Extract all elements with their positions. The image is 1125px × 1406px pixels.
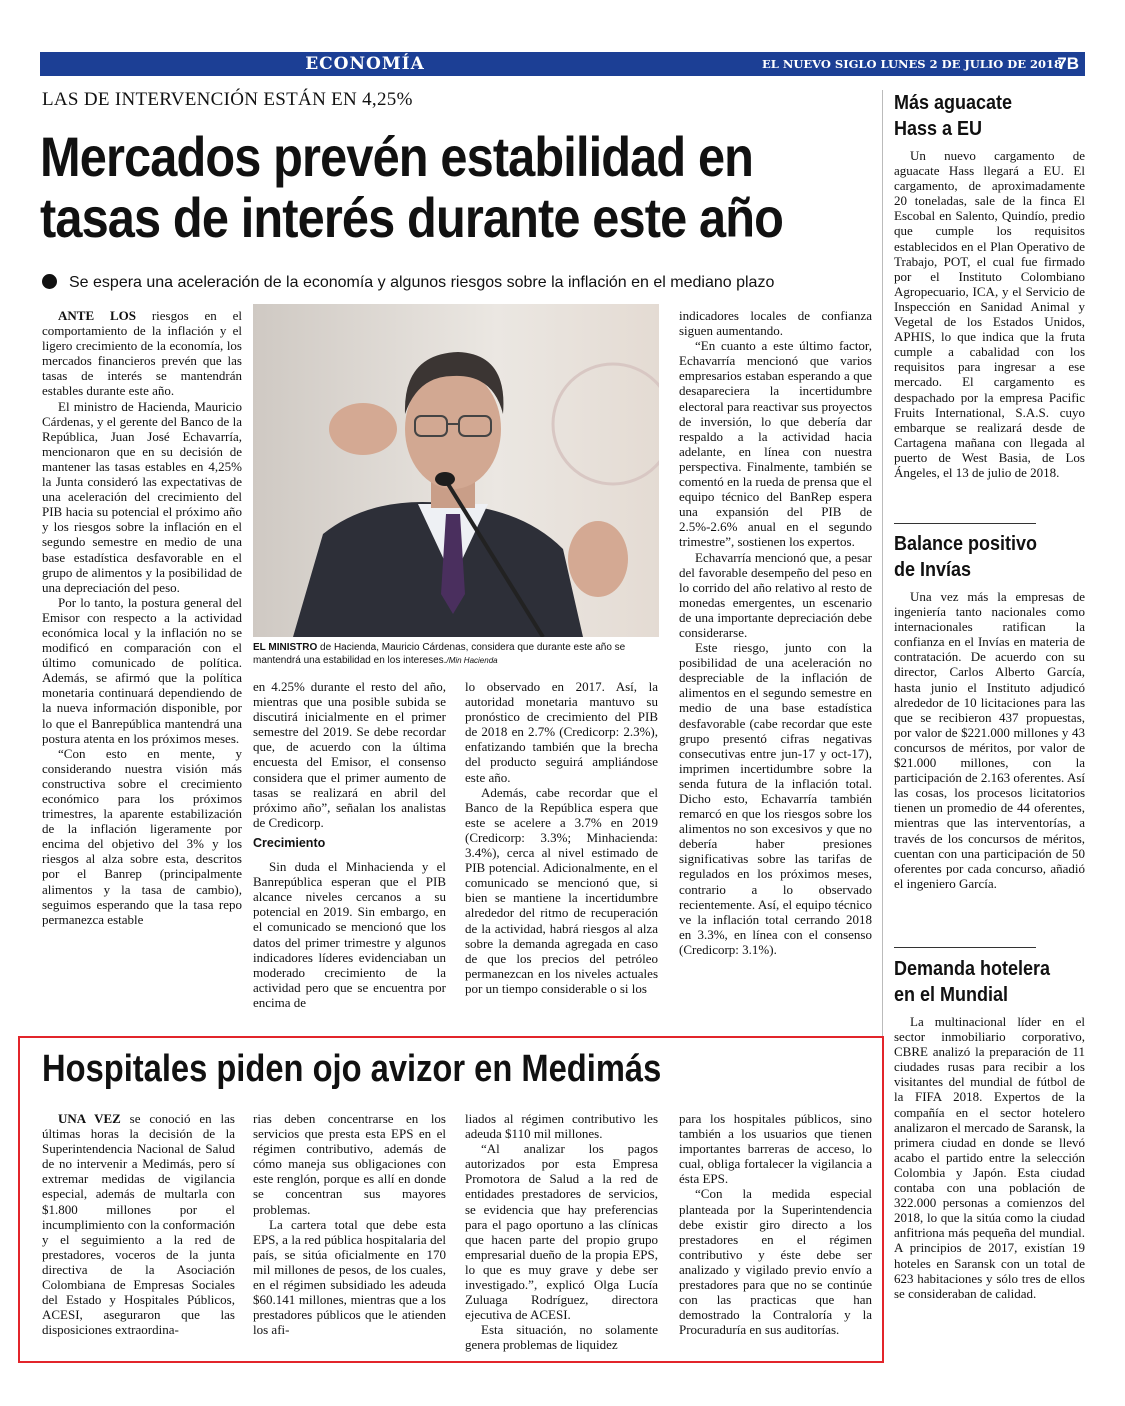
- caption-lead: EL MINISTRO: [253, 642, 318, 653]
- article-paragraph: Sin duda el Minhacienda y el Banrepública esperan que el PIB alcance niveles cercanos a su potencial en 2019. Sin embargo, en el comunicado se mencionó que los datos del primer trimestre y algunos indicadores líderes evidenciaban un moderado crecimiento de la actividad pero que se encuentra por encima de: [253, 859, 446, 1010]
- article-kicker: LAS DE INTERVENCIÓN ESTÁN EN 4,25%: [42, 89, 413, 110]
- sidebar-divider: [894, 523, 1036, 524]
- page-number: 7B: [1057, 54, 1079, 73]
- box-paragraph: se conoció en las últimas horas la decisión de la Superintendencia Nacional de Salud de no intervenir a Medimás, pero sí extremar medidas de vigilancia especial, además de multarla con $1.800 millones por el incumplimiento con la conformación y el seguimiento a la red de prestadores, voceros de la junta directiva de la Asociación Colombiana de Empresas Sociales del Estado y Hospitales Públicos, ACESI, aseguraron que las disposiciones extraordina-: [42, 1111, 235, 1338]
- photo-caption: [253, 641, 659, 667]
- section-header-band: [40, 52, 1085, 76]
- subhead-text: Se espera una aceleración de la economía y algunos riesgos sobre la inflación en el mediano plazo: [69, 274, 775, 291]
- sidebar-title-line: Más aguacate: [894, 92, 1013, 114]
- box-column-2: [253, 1111, 446, 1351]
- sidebar-title-line: de Invías: [894, 559, 972, 581]
- article-column-4: [679, 308, 872, 1028]
- photo-credit: /Min Hacienda: [446, 656, 498, 665]
- article-paragraph: Por lo tanto, la postura general del Emisor con respecto a la actividad económica local y la inflación no se modificó en comparación con el último comunicado de política. Además, se afirmó que la política monetaria continuará dependiendo de la nueva información disponible, por lo que el Banrepública mantendrá una postura atenta en los próximos meses.: [42, 594, 242, 746]
- article-column-3: [465, 679, 658, 1029]
- bullet-icon: [42, 274, 57, 289]
- box-column-4: [679, 1111, 872, 1351]
- sidebar-title-aguacate: [894, 90, 1012, 142]
- photo-illustration: [253, 304, 659, 637]
- article-lead-word: ANTE LOS: [58, 308, 136, 323]
- headline-line-2: tasas de interés durante este año: [40, 186, 783, 249]
- sidebar-paragraph: Una vez más la empresas de ingeniería tanto nacionales como internacionales ratifican la confianza en el Invías en materia de contratación. De acuerdo con su director, Carlos Alberto García, hasta junio el Instituto adjudicó alrededor de 10 licitaciones para las que se recibieron 437 propuestas, por valor de $221.000 millones y 43 concursos de méritos, por valor de $21.000 millones, con la participación de 2.163 oferentes. Así las cosas, los procesos licitatorios tienen un promedio de 44 oferentes, mientras que las interventorías, a través de los concursos de méritos, cuentan con una participación de 50 oferentes por cada concurso, añadió el ingeniero García.: [894, 589, 1085, 891]
- article-headline: [40, 125, 783, 249]
- box-paragraph: “Con la medida especial planteada por la Superintendencia debe existir giro directo a los prestadores en el régimen contributivo y éste debe ser analizado y vigilado previo envío a prestadores para que no se continúe con las practicas que han demostrado la Contraloría y la Procuraduría en sus auditorías.: [679, 1186, 872, 1338]
- article-column-2: [253, 679, 446, 1029]
- article-paragraph: “En cuanto a este último factor, Echavarría mencionó que varios empresarios estaban esperando a que desapareciera la incertidumbre electoral para reactivar sus proyectos de inversión, lo que debería dar respaldo a la actividad hacia adelante, en línea con nuestra perspectiva. Finalmente, también se comentó en la rueda de prensa que el equipo técnico del BanRep espera una expansión del PIB de 2.5%-2.6% anual en el segundo trimestre”, sostienen los expertos.: [679, 338, 872, 550]
- sidebar-title-line: Demanda hotelera: [894, 958, 1051, 980]
- article-paragraph: Este riesgo, junto con la posibilidad de una aceleración no despreciable de la inflación de alimentos en el segundo semestre en medio de una base estadística desfavorable (cabe recordar que este grupo presentó cifras negativas consecutivas entre jun-17 y oct-17), imprimen incertidumbre sobre la senda futura de la inflación total. Dicho esto, Echavarría también remarcó en que los riesgos sobre los alimentos no son excesivos y que no debería haber presiones significativas sobre las tarifas de regulados en los próximos meses, contrario a lo observado recientemente. Así, el equipo técnico ve la inflación total cerrando 2018 en 3.3%, en línea con el consenso (Credicorp: 3.1%).: [679, 640, 872, 957]
- box-lead-word: UNA VEZ: [58, 1111, 121, 1126]
- sidebar-title-line: Balance positivo: [894, 533, 1038, 555]
- sidebar-story-aguacate: [894, 148, 1085, 518]
- article-paragraph: Además, cabe recordar que el Banco de la República espera que este se acelere a 3.7% en 2019 (Credicorp: 3.3%; Minhacienda: 3.4%), cerca al nivel estimado de PIB potencial. Adicionalmente, en el comunicado se mencionó que, si bien se mantiene la incertidumbre alrededor del ritmo de recuperación de la actividad, habrá riesgos al alza sobre la demanda agregada en caso de que los precios del petróleo permanezcan en los niveles actuales por un tiempo considerable o si los: [465, 784, 658, 996]
- sidebar-title-invias: [894, 531, 1037, 583]
- box-paragraph: liados al régimen contributivo les adeuda $110 mil millones.: [465, 1111, 658, 1142]
- section-name: ECONOMÍA: [305, 54, 425, 74]
- caption-text: de Hacienda, Mauricio Cárdenas, considera que durante este año se mantendrá una estabilidad en los intereses.: [253, 642, 626, 666]
- article-paragraph: Echavarría mencionó que, a pesar del favorable desempeño del peso en lo corrido del año relativo al resto de monedas emergentes, un escenario de una importante depreciación debe considerarse.: [679, 549, 872, 640]
- minister-photo: [253, 304, 659, 637]
- box-column-3: [465, 1111, 658, 1351]
- article-paragraph: indicadores locales de confianza siguen aumentando.: [679, 308, 872, 339]
- article-paragraph: lo observado en 2017. Así, la autoridad monetaria mantuvo su pronóstico de crecimiento del PIB de 2018 en 2.7% (Credicorp: 2.3%), enfatizando también que la brecha del producto seguirá ampliándose este año.: [465, 679, 658, 785]
- sidebar-story-mundial: [894, 1014, 1085, 1354]
- sidebar-title-mundial: [894, 956, 1050, 1008]
- box-paragraph: “Al analizar los pagos autorizados por esta Empresa Promotora de Salud a la red de entidades prestadores de servicios, se evidencia que hay preferencias para el pago oportuno a las clínicas que hacen parte del propio grupo empresarial dueño de la propia EPS, lo que es muy grave y debe ser investigado.”, explicó Olga Lucía Zuluaga Rodríguez, directora ejecutiva de ACESI.: [465, 1141, 658, 1323]
- box-headline: Hospitales piden ojo avizor en Medimás: [42, 1048, 662, 1090]
- section-heading: Crecimiento: [253, 835, 326, 850]
- article-subhead: [42, 274, 774, 292]
- box-paragraph: Esta situación, no solamente genera problemas de liquidez: [465, 1322, 658, 1353]
- article-paragraph: El ministro de Hacienda, Mauricio Cárdenas, y el gerente del Banco de la República, Juan José Echavarría, mencionaron que en su decisión de mantener las tasas estables en 4,25% la Junta consideró las expectativas de una aceleración del crecimiento del PIB hacia su potencial el próximo año y los riesgos sobre la inflación en el segundo semestre en medio de una base estadística desfavorable en el grupo de alimentos y la posibilidad de una depreciación del peso.: [42, 398, 242, 595]
- box-column-1: [42, 1111, 235, 1351]
- box-paragraph: La cartera total que debe esta EPS, a la red pública hospitalaria del país, se sitúa oficialmente en 170 mil millones de pesos, de los cuales, en el régimen subsidiado les adeuda $60.141 millones, mientras que a los prestadores públicos que le atienden los afi-: [253, 1216, 446, 1338]
- article-paragraph: en 4.25% durante el resto del año, mientras que una posible subida se discutirá inicialmente en el primer semestre del 2019. Se debe recordar que, de acuerdo con la última encuesta del Emisor, el consenso considera que el primer aumento de tasas se realizará en abril del próximo año”, señalan los analistas de Credicorp.: [253, 679, 446, 830]
- sidebar-story-invias: [894, 589, 1085, 939]
- sidebar-divider: [894, 947, 1036, 948]
- paper-date: EL NUEVO SIGLO LUNES 2 DE JULIO DE 2018: [762, 57, 1063, 71]
- article-paragraph: riesgos en el comportamiento de la inflación y el ligero crecimiento de la economía, los mercados financieros prevén que las tasas de interés se mantendrán estables durante este año.: [42, 308, 242, 399]
- headline-line-1: Mercados prevén estabilidad en: [40, 125, 754, 188]
- sidebar-paragraph: La multinacional líder en el sector inmobiliario corporativo, CBRE analizó la preparación de 11 ciudades rusas para recibir a los visitantes del mundial de fútbol de la FIFA 2018. Expertos de la compañía en el sector hotelero analizaron el mercado de Saransk, la primera ciudad en donde se llevó acabo el partido entre la selección Colombia y Japón. Esta ciudad contaba con una población de 322.000 personas a comienzos del 2018, lo que la sitúa como la ciudad anfitriona más pequeña del mundial. A principios de 2017, existían 19 hoteles en Saransk con un total de 623 habitaciones y sólo tres de ellos se consideraban de calidad.: [894, 1014, 1085, 1301]
- box-paragraph: para los hospitales públicos, sino también a los usuarios que tienen importantes barreras de acceso, lo cual, obliga fortalecer la vigilancia a ésta EPS.: [679, 1111, 872, 1187]
- box-paragraph: rias deben concentrarse en los servicios que presta esta EPS en el régimen contributivo, además de cómo maneja sus obligaciones con este renglón, porque es allí en donde se concentran sus mayores problemas.: [253, 1111, 446, 1217]
- sidebar-title-line: en el Mundial: [894, 984, 1009, 1006]
- sidebar-title-line: Hass a EU: [894, 118, 983, 140]
- article-column-1: [42, 308, 242, 1028]
- sidebar-paragraph: Un nuevo cargamento de aguacate Hass llegará a EU. El cargamento, de aproximadamente 20 toneladas, sale de la finca El Escobal en Salento, Quindío, predio que cumple los requisitos establecidos en el Plan Operativo de Trabajo, POT, el cual fue firmado por el Instituto Colombiano Agropecuario, ICA, y el Servicio de Inspección en Sanidad Animal y Vegetal de los Estados Unidos, APHIS, lo que indica que la fruta cumple a cabalidad con los requisitos para ingresar a ese mercado. El cargamento es despachado por la empresa Pacific Fruits International, S.A.S. cuyo embarque se realizará desde de Cartagena mañana con llegada al puerto de West Basia, de Los Ángeles, el 13 de julio de 2018.: [894, 148, 1085, 480]
- article-paragraph: “Con esto en mente, y considerando nuestra visión más constructiva sobre el crecimiento económico para los próximos trimestres, la aparente estabilización de la inflación ligeramente por encima del objetivo del 3% y los riesgos al alza sobre esta, descritos por el Banrep (principalmente alimentos y la tasa de cambio), seguimos esperando que la tasa repo permanezca estable: [42, 745, 242, 927]
